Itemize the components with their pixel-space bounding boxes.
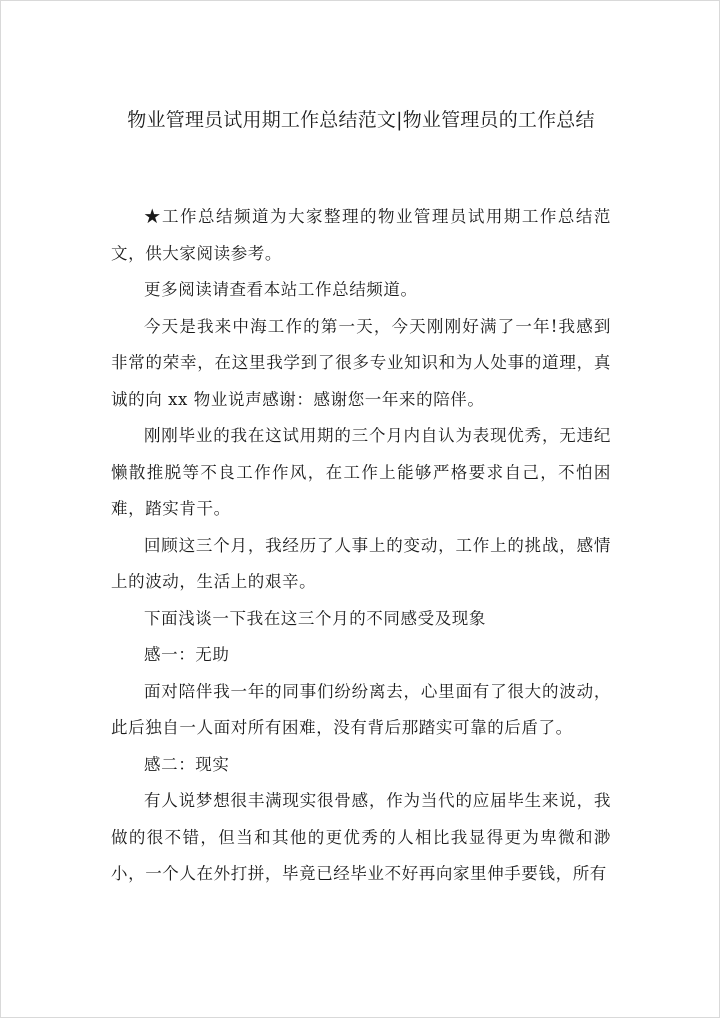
document-body xyxy=(111,199,611,893)
paragraph-feeling-two: 有人说梦想很丰满现实很骨感，作为当代的应届毕生来说，我做的很不错，但当和其他的更优秀的人相比我显得更为卑微和渺小，一个人在外打拼，毕竟已经毕业不好再向家里伸手要钱，所有 xyxy=(111,791,611,883)
paragraph-feelings-intro: 下面浅谈一下我在这三个月的不同感受及现象 xyxy=(144,608,486,628)
heading-feeling-two: 感二：现实 xyxy=(144,754,230,774)
paragraph-intro: ★工作总结频道为大家整理的物业管理员试用期工作总结范文，供大家阅读参考。 xyxy=(111,207,611,263)
heading-feeling-one: 感一：无助 xyxy=(144,645,230,664)
paragraph-feeling-one: 面对陪伴我一年的同事们纷纷离去，心里面有了很大的波动，此后独自一人面对所有困难，没有背后那踏实可靠的后盾了。 xyxy=(111,681,611,737)
paragraph-probation: 刚刚毕业的我在这试用期的三个月内自认为表现优秀，无违纪懒散推脱等不良工作作风，在工作上能够严格要求自己，不怕困难，踏实肯干。 xyxy=(111,426,611,518)
document-title: 物业管理员试用期工作总结范文|物业管理员的工作总结 xyxy=(127,109,595,131)
paragraph-first-day: 今天是我来中海工作的第一天，今天刚刚好满了一年!我感到非常的荣幸，在这里我学到了很多专业知识和为人处事的道理，真诚的向 xx 物业说声感谢：感谢您一年来的陪伴。 xyxy=(111,316,611,409)
paragraph-review: 回顾这三个月，我经历了人事上的变动，工作上的挑战，感情上的波动，生活上的艰辛。 xyxy=(111,535,611,591)
paragraph-more-reading: 更多阅读请查看本站工作总结频道。 xyxy=(144,280,418,299)
